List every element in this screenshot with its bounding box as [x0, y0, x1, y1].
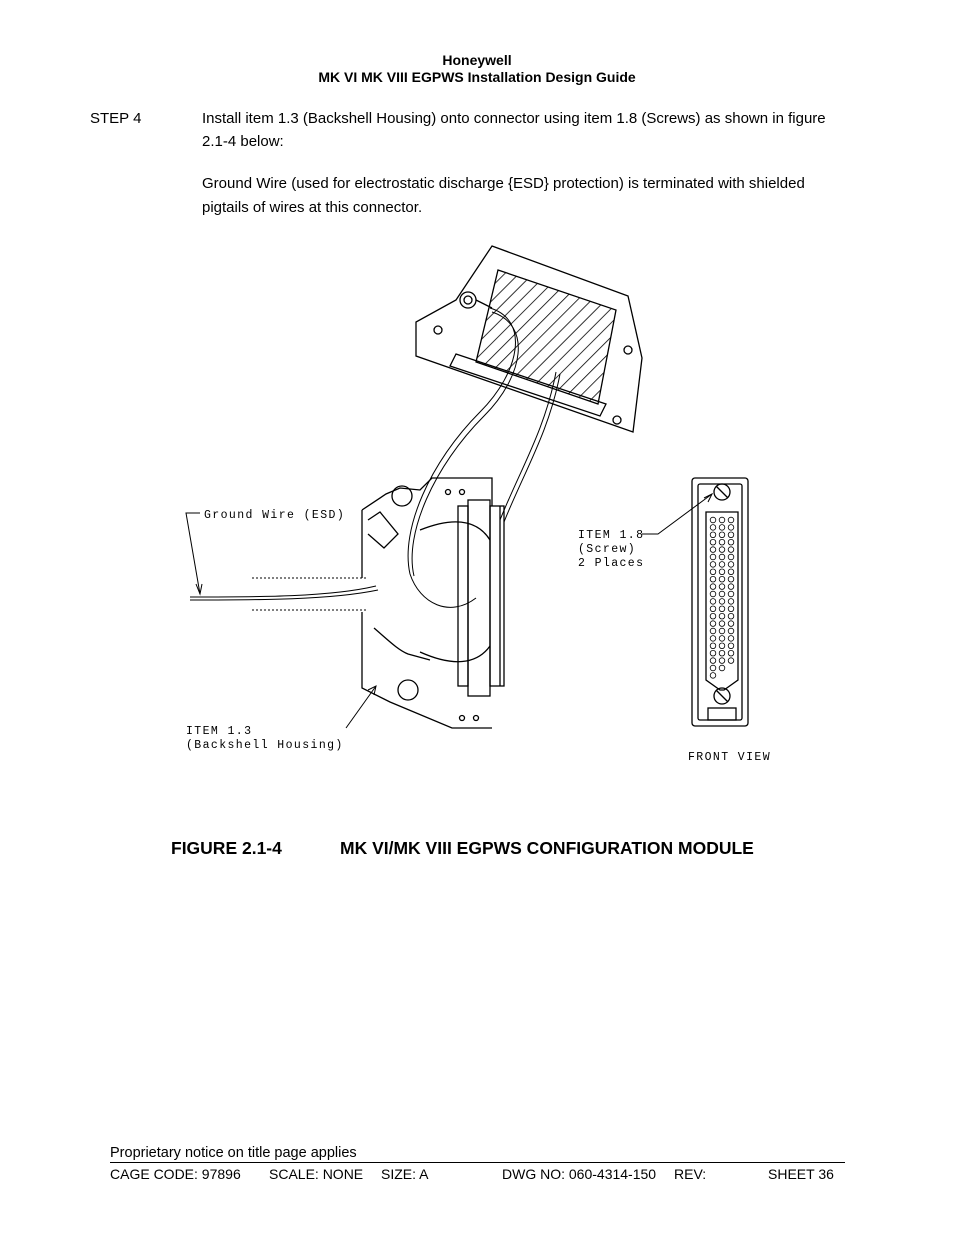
header-doc-title: MK VI MK VIII EGPWS Installation Design Guide — [318, 69, 636, 85]
step-note-line-2: pigtails of wires at this connector. — [202, 199, 423, 216]
connector-pin — [710, 562, 716, 568]
connector-pin — [710, 547, 716, 553]
callout-housing-item: ITEM 1.3 — [186, 725, 253, 738]
connector-pin — [719, 584, 725, 590]
connector-pin — [719, 517, 725, 523]
connector-pin — [728, 591, 734, 597]
footer-rule — [110, 1162, 845, 1163]
connector-pin — [728, 517, 734, 523]
footer-rev: REV: — [674, 1166, 707, 1182]
connector-pin — [710, 539, 716, 545]
connector-pin — [719, 650, 725, 656]
connector-pin — [719, 591, 725, 597]
figure-number: FIGURE 2.1-4 — [171, 838, 282, 858]
connector-pin — [719, 658, 725, 664]
connector-pin — [710, 643, 716, 649]
callout-screw-item: ITEM 1.8 — [578, 529, 645, 542]
connector-pin — [710, 636, 716, 642]
connector-pin — [728, 525, 734, 531]
connector-pin — [728, 636, 734, 642]
connector-pin — [710, 621, 716, 627]
connector-pin — [719, 525, 725, 531]
connector-pin — [719, 547, 725, 553]
connector-front-view — [692, 478, 748, 726]
connector-pin — [728, 658, 734, 664]
connector-pin — [728, 576, 734, 582]
connector-pin — [719, 554, 725, 560]
connector-pin — [728, 599, 734, 605]
connector-pin — [710, 665, 716, 671]
connector-pin — [710, 569, 716, 575]
connector-pin — [728, 584, 734, 590]
connector-pin — [728, 562, 734, 568]
connector-pin — [710, 599, 716, 605]
footer-sheet: SHEET 36 — [768, 1166, 834, 1182]
connector-pin — [710, 525, 716, 531]
connector-pin — [728, 569, 734, 575]
connector-pin — [719, 643, 725, 649]
connector-pin — [719, 613, 725, 619]
connector-pin — [728, 606, 734, 612]
connector-pin — [710, 650, 716, 656]
connector-pin — [719, 628, 725, 634]
proprietary-notice: Proprietary notice on title page applies — [110, 1145, 357, 1161]
connector-pin — [719, 532, 725, 538]
connector-pin — [710, 613, 716, 619]
connector-pin — [710, 517, 716, 523]
connector-pin — [719, 562, 725, 568]
connector-pin — [710, 532, 716, 538]
callout-ground-wire: Ground Wire (ESD) — [204, 509, 346, 522]
callout-screw-name: (Screw) — [578, 543, 637, 556]
connector-pin — [728, 628, 734, 634]
connector-pin — [710, 554, 716, 560]
connector-pin — [728, 532, 734, 538]
footer-size: SIZE: A — [381, 1166, 429, 1182]
connector-pin — [710, 628, 716, 634]
front-view-label: FRONT VIEW — [688, 751, 772, 764]
footer-scale: SCALE: NONE — [269, 1166, 364, 1182]
connector-pin — [719, 599, 725, 605]
connector-pin — [719, 636, 725, 642]
connector-pin — [728, 554, 734, 560]
callout-housing-name: (Backshell Housing) — [186, 739, 344, 752]
backshell-cover — [416, 246, 642, 432]
connector-pin — [710, 591, 716, 597]
connector-pin — [728, 547, 734, 553]
step-label: STEP 4 — [90, 110, 142, 127]
footer-cage-code: CAGE CODE: 97896 — [110, 1166, 241, 1182]
connector-pin — [710, 576, 716, 582]
figure-title: MK VI/MK VIII EGPWS CONFIGURATION MODULE — [340, 838, 754, 858]
callout-screw-places: 2 Places — [578, 557, 645, 570]
connector-pin — [719, 665, 725, 671]
connector-pin — [710, 673, 716, 679]
connector-pin — [719, 621, 725, 627]
header-company: Honeywell — [442, 52, 512, 68]
connector-pin — [728, 539, 734, 545]
connector-pin — [710, 658, 716, 664]
step-text-line-1: Install item 1.3 (Backshell Housing) onto connector using item 1.8 (Screws) as shown in figure — [202, 110, 826, 127]
step-note-line-1: Ground Wire (used for electrostatic discharge {ESD} protection) is terminated with shielded — [202, 175, 805, 192]
connector-pin — [719, 606, 725, 612]
connector-pin — [710, 584, 716, 590]
connector-pin — [728, 621, 734, 627]
connector-pin — [710, 606, 716, 612]
connector-pin — [728, 613, 734, 619]
step-text-line-2: 2.1-4 below: — [202, 133, 284, 150]
connector-pin — [719, 576, 725, 582]
connector-pin — [728, 643, 734, 649]
connector-pin — [728, 650, 734, 656]
footer-dwg-no: DWG NO: 060-4314-150 — [502, 1166, 657, 1182]
connector-pin — [719, 569, 725, 575]
connector-pin — [719, 539, 725, 545]
